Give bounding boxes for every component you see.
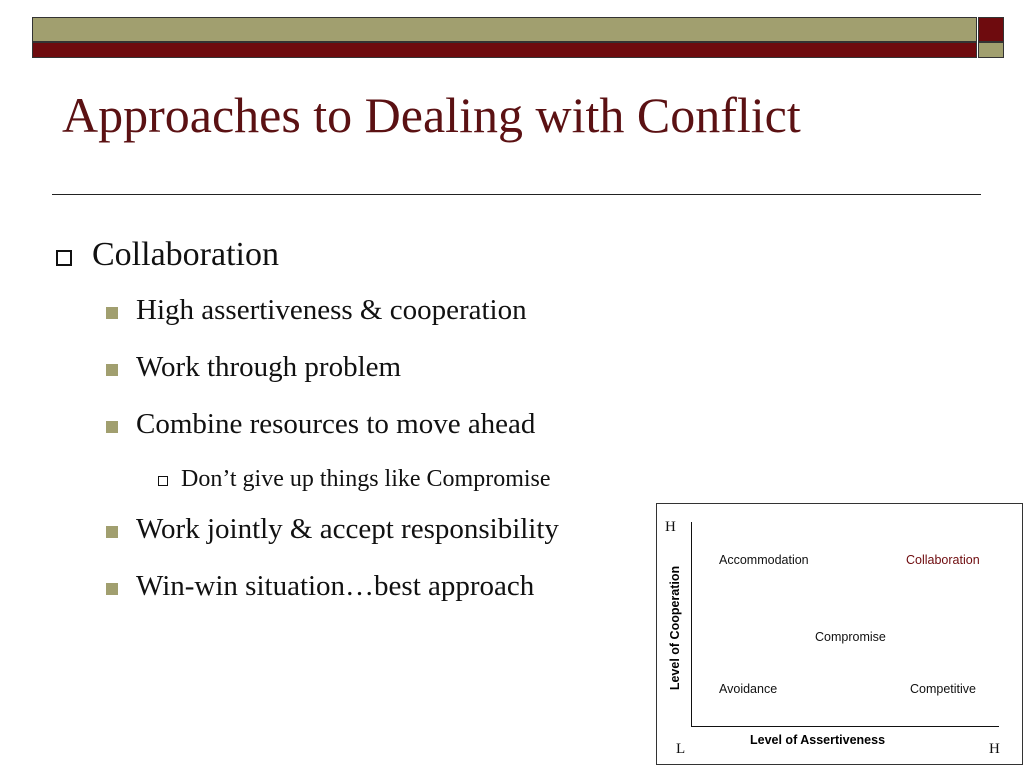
quadrant-avoidance: Avoidance bbox=[719, 682, 778, 696]
square-bullet-icon bbox=[106, 364, 118, 376]
bullet-text: Work jointly & accept responsibility bbox=[136, 513, 559, 545]
hollow-square-bullet-icon bbox=[158, 476, 168, 486]
bullet-text: High assertiveness & cooperation bbox=[136, 294, 527, 326]
x-axis-low-label: L bbox=[676, 741, 686, 757]
x-axis-high-label: H bbox=[989, 741, 1000, 757]
square-bullet-icon bbox=[106, 583, 118, 595]
header-bar-olive bbox=[32, 17, 977, 42]
y-axis-label: Level of Cooperation bbox=[668, 565, 682, 691]
header-bar-red bbox=[32, 42, 977, 58]
bullet-text: Win-win situation…best approach bbox=[136, 570, 535, 602]
header-corner-olive bbox=[978, 42, 1004, 58]
x-axis-label: Level of Assertiveness bbox=[750, 733, 886, 747]
bullet-text: Work through problem bbox=[136, 351, 402, 383]
slide-title: Approaches to Dealing with Conflict bbox=[62, 87, 801, 143]
sub-bullet-text: Don’t give up things like Compromise bbox=[181, 466, 551, 492]
square-bullet-icon bbox=[106, 421, 118, 433]
title-divider bbox=[52, 194, 981, 195]
y-axis-high-label: H bbox=[665, 519, 676, 535]
hollow-square-bullet-icon bbox=[56, 250, 72, 266]
quadrant-competitive: Competitive bbox=[910, 682, 976, 696]
y-axis-line bbox=[691, 522, 692, 727]
square-bullet-icon bbox=[106, 307, 118, 319]
x-axis-line bbox=[691, 726, 999, 727]
quadrant-collaboration: Collaboration bbox=[906, 553, 980, 567]
quadrant-accommodation: Accommodation bbox=[719, 553, 809, 567]
bullet-text: Combine resources to move ahead bbox=[136, 408, 536, 440]
conflict-styles-diagram bbox=[656, 503, 1023, 765]
square-bullet-icon bbox=[106, 526, 118, 538]
bullet-heading: Collaboration bbox=[92, 236, 279, 273]
header-corner-red bbox=[978, 17, 1004, 42]
quadrant-compromise: Compromise bbox=[815, 630, 886, 644]
